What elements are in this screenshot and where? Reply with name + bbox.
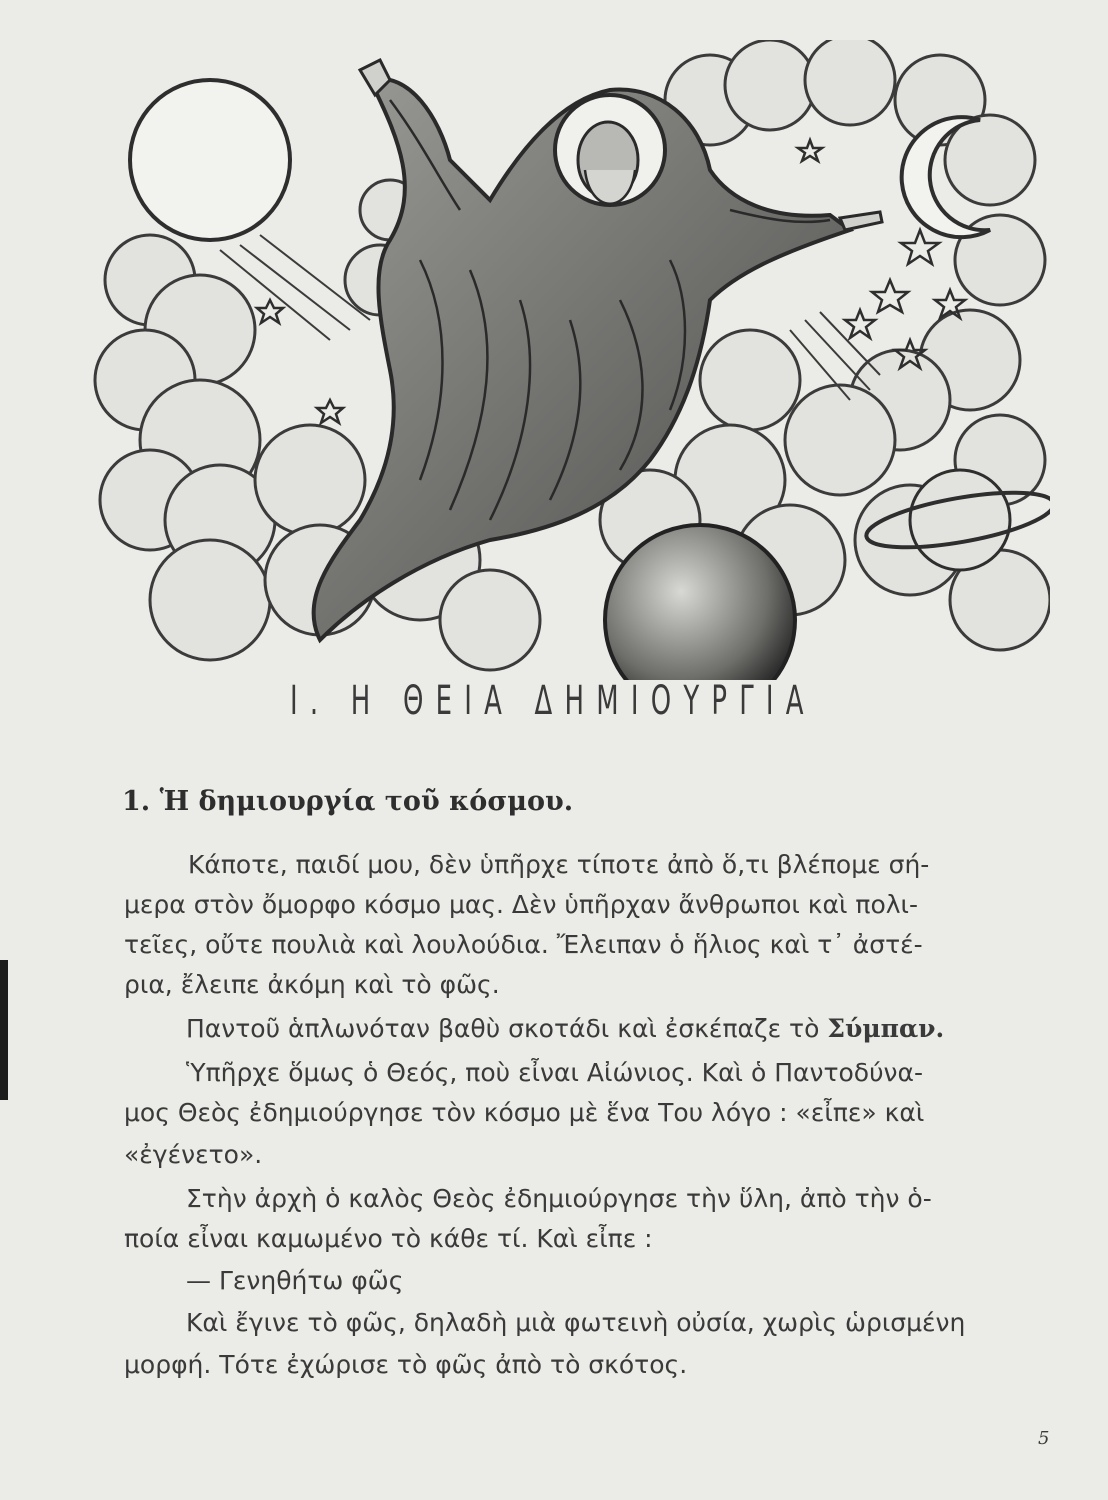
body-line: «ἐγένετο». [124,1140,263,1169]
body-line: μερα στὸν ὄμορφο κόσμο μας. Δὲν ὑπῆρχαν ἄνθρωποι καὶ πολι- [124,890,919,919]
body-line: ποία εἶναι καμωμένο τὸ κάθε τί. Καὶ εἶπε : [124,1224,653,1253]
body-line: ρια, ἔλειπε ἀκόμη καὶ τὸ φῶς. [124,970,500,999]
body-line: Στὴν ἀρχὴ ὁ καλὸς Θεὸς ἐδημιούργησε τὴν ὕλη, ἀπὸ τὴν ὁ- [186,1184,932,1213]
creation-illustration-icon [90,40,1050,680]
bold-word: Σύμπαν. [827,1014,945,1043]
body-line: Ὑπῆρχε ὅμως ὁ Θεός, ποὺ εἶναι Αἰώνιος. Καὶ ὁ Παντοδύνα- [186,1058,924,1087]
body-line: — Γενηθήτω φῶς [186,1266,404,1295]
page-edge-shadow [0,960,8,1100]
chapter-title: I. Η ΘΕΙΑ ΔΗΜΙΟΥΡΓΙΑ [290,678,816,724]
body-line: Κάποτε, παιδί μου, δὲν ὑπῆρχε τίποτε ἀπὸ ὅ,τι βλέπομε σή- [188,850,930,879]
body-line: μος Θεὸς ἐδημιούργησε τὸν κόσμο μὲ ἕνα Του λόγο : «εἶπε» καὶ [124,1098,925,1127]
page-number: 5 [1038,1428,1050,1449]
body-line: τεῖες, οὔτε πουλιὰ καὶ λουλούδια. Ἔλειπαν ὁ ἥλιος καὶ τ᾽ ἀστέ- [124,930,923,959]
body-line-text: Παντοῦ ἁπλωνόταν βαθὺ σκοτάδι καὶ ἐσκέπαζε τὸ [186,1014,820,1043]
creation-illustration [90,40,1050,680]
section-heading: 1. Ἡ δημιουργία τοῦ κόσμου. [122,786,574,817]
body-line [186,1014,944,1044]
body-line: Καὶ ἔγινε τὸ φῶς, δηλαδὴ μιὰ φωτεινὴ οὐσία, χωρὶς ὡρισμένη [186,1308,966,1337]
body-line: μορφή. Τότε ἐχώρισε τὸ φῶς ἀπὸ τὸ σκότος. [124,1350,688,1379]
